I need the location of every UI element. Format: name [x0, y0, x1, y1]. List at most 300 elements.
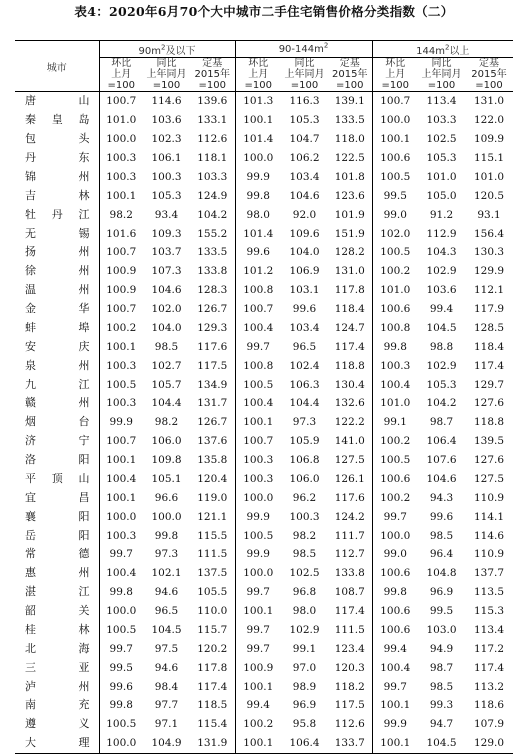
- city-name: 泉州: [15, 356, 99, 375]
- index-value: 101.0: [474, 170, 505, 183]
- index-value: 98.0: [292, 605, 317, 618]
- table-row: [15, 149, 513, 168]
- index-value: 112.1: [474, 284, 505, 297]
- sub-header-bottom: 上年同月=100: [284, 69, 325, 91]
- index-value: 100.7: [380, 95, 411, 108]
- index-value: 96.6: [154, 491, 179, 504]
- index-value: 101.3: [243, 95, 274, 108]
- index-value: 98.5: [429, 680, 454, 693]
- index-value: 96.5: [154, 605, 179, 618]
- city-name: 北海: [15, 639, 99, 658]
- city-name: 宜昌: [15, 488, 99, 507]
- index-value: 128.3: [190, 281, 235, 300]
- index-value: 101.9: [328, 205, 372, 224]
- index-value: 129.3: [190, 319, 235, 338]
- index-value: 130.4: [328, 375, 372, 394]
- index-value: 106.1: [151, 152, 182, 165]
- table-row: [15, 451, 513, 470]
- index-value: 100.1: [380, 737, 411, 750]
- index-value: 100.3: [380, 359, 411, 372]
- city-name: 赣州: [15, 394, 99, 413]
- index-value: 131.9: [190, 734, 235, 753]
- city-name: 蚌埠: [15, 319, 99, 338]
- sub-header-top: 环比: [248, 58, 269, 69]
- table-row: [15, 715, 513, 734]
- index-value: 105.0: [426, 189, 457, 202]
- index-value: 104.0: [289, 246, 320, 259]
- table-row: [15, 224, 513, 243]
- index-value: 100.3: [106, 152, 137, 165]
- index-value: 99.0: [383, 548, 407, 561]
- index-value: 120.4: [190, 470, 235, 489]
- index-value: 98.0: [246, 208, 270, 221]
- index-value: 111.5: [328, 621, 372, 640]
- index-value: 100.3: [106, 529, 137, 542]
- index-value: 100.0: [106, 510, 137, 523]
- index-value: 117.4: [190, 677, 235, 696]
- index-value: 96.9: [429, 586, 454, 599]
- index-value: 113.5: [474, 586, 505, 599]
- city-name: 岳阳: [15, 526, 99, 545]
- index-value: 103.1: [289, 284, 320, 297]
- index-value: 115.3: [474, 605, 505, 618]
- index-value: 100.7: [106, 303, 137, 316]
- index-value: 109.9: [474, 133, 505, 146]
- city-name: 襄阳: [15, 507, 99, 526]
- index-value: 100.0: [243, 491, 274, 504]
- table-row: [15, 488, 513, 507]
- index-value: 117.6: [328, 488, 372, 507]
- index-value: 126.7: [190, 300, 235, 319]
- index-value: 101.4: [243, 227, 274, 240]
- index-value: 156.4: [474, 227, 505, 240]
- index-value: 97.3: [292, 416, 317, 429]
- index-value: 105.9: [289, 435, 320, 448]
- index-value: 101.0: [426, 170, 457, 183]
- index-value: 117.2: [474, 642, 505, 655]
- index-value: 100.7: [106, 435, 137, 448]
- index-value: 99.6: [292, 303, 317, 316]
- index-value: 99.7: [109, 548, 133, 561]
- index-value: 133.5: [328, 111, 372, 130]
- index-value: 99.8: [154, 529, 179, 542]
- index-value: 99.1: [383, 416, 407, 429]
- index-value: 122.2: [328, 413, 372, 432]
- index-value: 115.7: [190, 621, 235, 640]
- index-value: 105.1: [151, 472, 182, 485]
- index-value: 99.9: [246, 170, 270, 183]
- index-value: 103.4: [289, 321, 320, 334]
- index-value: 99.6: [429, 510, 454, 523]
- index-value: 100.0: [151, 510, 182, 523]
- table-row: [15, 111, 513, 130]
- index-value: 117.5: [328, 696, 372, 715]
- sub-header-base: [190, 58, 235, 92]
- index-value: 118.4: [474, 340, 505, 353]
- index-value: 100.2: [380, 265, 411, 278]
- index-value: 99.4: [383, 642, 407, 655]
- index-value: 101.0: [106, 114, 137, 127]
- city-name: 丹东: [15, 149, 99, 168]
- index-value: 93.4: [154, 208, 179, 221]
- index-value: 105.3: [289, 114, 320, 127]
- city-name: 泸州: [15, 677, 99, 696]
- index-value: 141.0: [328, 432, 372, 451]
- index-value: 106.3: [289, 378, 320, 391]
- city-name: 安庆: [15, 337, 99, 356]
- index-value: 100.7: [106, 95, 137, 108]
- index-value: 100.7: [243, 303, 274, 316]
- index-value: 97.0: [292, 661, 317, 674]
- city-name: 吉林: [15, 186, 99, 205]
- index-value: 100.5: [106, 623, 137, 636]
- index-value: 103.6: [151, 114, 182, 127]
- index-value: 97.1: [154, 718, 179, 731]
- city-name: 金华: [15, 300, 99, 319]
- index-value: 151.9: [328, 224, 372, 243]
- index-value: 112.7: [328, 545, 372, 564]
- city-name: 遵义: [15, 715, 99, 734]
- index-value: 100.3: [151, 170, 182, 183]
- index-value: 118.8: [328, 356, 372, 375]
- index-value: 94.9: [429, 642, 454, 655]
- sub-header-top: 同比: [294, 58, 315, 69]
- index-value: 117.4: [474, 359, 505, 372]
- index-value: 96.9: [292, 699, 317, 712]
- city-name: 常德: [15, 545, 99, 564]
- index-value: 112.6: [328, 715, 372, 734]
- index-value: 104.5: [151, 623, 182, 636]
- index-value: 110.9: [474, 491, 505, 504]
- index-value: 104.3: [426, 246, 457, 259]
- index-value: 123.6: [328, 186, 372, 205]
- index-value: 100.0: [243, 152, 274, 165]
- index-value: 100.5: [106, 718, 137, 731]
- sub-header-top: 同比: [431, 58, 452, 69]
- index-value: 99.8: [109, 586, 133, 599]
- index-value: 105.3: [426, 378, 457, 391]
- index-value: 107.9: [474, 718, 505, 731]
- index-value: 113.2: [474, 680, 505, 693]
- index-value: 133.5: [190, 243, 235, 262]
- table-row: [15, 677, 513, 696]
- table-row: [15, 168, 513, 187]
- index-value: 104.6: [426, 472, 457, 485]
- index-value: 105.3: [426, 152, 457, 165]
- index-value: 100.8: [243, 284, 274, 297]
- city-name: 桂林: [15, 621, 99, 640]
- index-value: 98.2: [154, 416, 179, 429]
- index-value: 107.6: [426, 454, 457, 467]
- table-row: [15, 356, 513, 375]
- sub-header-bottom: 上月=100: [244, 69, 272, 91]
- table-row: [15, 696, 513, 715]
- table-row: [15, 243, 513, 262]
- table-row: [15, 526, 513, 545]
- index-value: 117.8: [328, 281, 372, 300]
- index-value: 129.9: [474, 265, 505, 278]
- index-value: 120.5: [474, 189, 505, 202]
- index-value: 104.8: [426, 567, 457, 580]
- index-value: 100.0: [380, 114, 411, 127]
- index-value: 94.7: [429, 718, 454, 731]
- index-value: 100.4: [380, 661, 411, 674]
- index-value: 98.9: [292, 680, 317, 693]
- table-row: [15, 375, 513, 394]
- table-row: [15, 394, 513, 413]
- index-value: 94.6: [154, 586, 179, 599]
- index-value: 99.8: [383, 340, 407, 353]
- index-value: 106.0: [289, 472, 320, 485]
- index-value: 100.0: [106, 133, 137, 146]
- index-value: 128.2: [328, 243, 372, 262]
- index-value: 99.5: [429, 605, 454, 618]
- table-row: [15, 545, 513, 564]
- table-row: [15, 319, 513, 338]
- index-value: 109.6: [289, 227, 320, 240]
- index-value: 96.8: [292, 586, 317, 599]
- index-value: 102.7: [151, 359, 182, 372]
- city-name: 无锡: [15, 224, 99, 243]
- index-value: 102.3: [151, 133, 182, 146]
- index-value: 104.4: [289, 397, 320, 410]
- index-value: 100.9: [106, 284, 137, 297]
- index-value: 118.4: [328, 300, 372, 319]
- index-value: 102.5: [289, 567, 320, 580]
- index-value: 102.0: [151, 303, 182, 316]
- index-value: 127.6: [474, 454, 505, 467]
- table-row: [15, 205, 513, 224]
- index-value: 118.6: [474, 699, 505, 712]
- sub-header-bottom: 2015年=100: [194, 69, 230, 91]
- index-value: 135.8: [190, 451, 235, 470]
- index-value: 99.7: [246, 586, 270, 599]
- index-value: 100.3: [243, 472, 274, 485]
- index-value: 100.4: [243, 321, 274, 334]
- sub-header-yoy: [418, 58, 465, 92]
- table-row: [15, 281, 513, 300]
- index-value: 137.5: [190, 564, 235, 583]
- table-row: [15, 658, 513, 677]
- index-value: 120.2: [190, 639, 235, 658]
- index-value: 100.6: [380, 623, 411, 636]
- index-value: 104.2: [426, 397, 457, 410]
- city-name: 大理: [15, 734, 99, 753]
- index-value: 139.6: [190, 92, 235, 111]
- city-name: 三亚: [15, 658, 99, 677]
- table-row: [15, 583, 513, 602]
- index-value: 134.9: [190, 375, 235, 394]
- sub-header-top: 定基: [202, 58, 223, 69]
- index-value: 112.6: [190, 130, 235, 149]
- index-value: 99.6: [109, 680, 133, 693]
- index-value: 118.8: [474, 416, 505, 429]
- index-value: 122.0: [474, 114, 505, 127]
- index-value: 100.4: [243, 397, 274, 410]
- index-value: 101.8: [328, 168, 372, 187]
- index-value: 100.2: [380, 491, 411, 504]
- city-name: 九江: [15, 375, 99, 394]
- index-value: 100.2: [243, 718, 274, 731]
- index-value: 98.2: [109, 208, 133, 221]
- index-value: 102.0: [380, 227, 411, 240]
- index-value: 99.7: [246, 642, 270, 655]
- index-value: 117.8: [190, 658, 235, 677]
- index-value: 133.1: [190, 111, 235, 130]
- index-value: 117.4: [474, 661, 505, 674]
- index-value: 100.1: [380, 133, 411, 146]
- index-value: 109.3: [151, 227, 182, 240]
- index-value: 100.2: [106, 321, 137, 334]
- index-value: 137.7: [474, 567, 505, 580]
- index-value: 98.7: [429, 416, 454, 429]
- index-value: 98.8: [429, 340, 454, 353]
- index-value: 106.0: [151, 435, 182, 448]
- table-row: [15, 639, 513, 658]
- index-value: 131.0: [474, 95, 505, 108]
- city-name: 洛阳: [15, 451, 99, 470]
- sub-header-bottom: 上月=100: [107, 69, 135, 91]
- index-value: 101.4: [243, 133, 274, 146]
- index-value: 106.4: [289, 737, 320, 750]
- index-value: 99.9: [109, 416, 133, 429]
- index-value: 104.7: [289, 133, 320, 146]
- index-value: 102.9: [289, 623, 320, 636]
- table-title: 表4：2020年6月70个大中城市二手住宅销售价格分类指数（二）: [74, 4, 454, 19]
- index-value: 124.9: [190, 186, 235, 205]
- index-value: 100.0: [106, 737, 137, 750]
- index-value: 102.9: [426, 359, 457, 372]
- index-value: 100.5: [380, 454, 411, 467]
- city-name: 唐山: [15, 92, 99, 111]
- index-value: 99.7: [246, 340, 270, 353]
- index-value: 100.5: [106, 378, 137, 391]
- index-value: 94.6: [154, 661, 179, 674]
- index-value: 100.6: [380, 472, 411, 485]
- index-value: 98.7: [429, 661, 454, 674]
- index-value: 104.6: [289, 189, 320, 202]
- index-value: 128.5: [474, 321, 505, 334]
- index-value: 100.3: [106, 397, 137, 410]
- index-value: 129.7: [474, 378, 505, 391]
- group-header-small: $90m^2$及以下: [99, 41, 235, 58]
- sub-header-bottom: 上月=100: [381, 69, 409, 91]
- index-value: 100.7: [106, 246, 137, 259]
- index-value: 97.5: [154, 642, 179, 655]
- sub-header-top: 环比: [385, 58, 406, 69]
- index-value: 109.8: [151, 454, 182, 467]
- index-value: 99.4: [246, 699, 270, 712]
- index-value: 101.0: [380, 397, 411, 410]
- index-value: 120.3: [328, 658, 372, 677]
- index-value: 104.9: [151, 737, 182, 750]
- index-value: 117.6: [190, 337, 235, 356]
- index-value: 103.3: [190, 168, 235, 187]
- index-value: 100.3: [106, 170, 137, 183]
- index-value: 104.6: [151, 284, 182, 297]
- index-value: 117.9: [474, 303, 505, 316]
- index-value: 100.0: [243, 567, 274, 580]
- sub-header-top: 定基: [479, 58, 500, 69]
- index-value: 100.0: [380, 529, 411, 542]
- index-value: 115.5: [190, 526, 235, 545]
- index-value: 116.3: [289, 95, 320, 108]
- table-row: [15, 470, 513, 489]
- index-value: 102.1: [151, 567, 182, 580]
- index-value: 100.5: [380, 246, 411, 259]
- index-value: 103.4: [289, 170, 320, 183]
- index-value: 114.6: [474, 529, 505, 542]
- index-value: 99.6: [246, 246, 270, 259]
- index-value: 100.3: [289, 510, 320, 523]
- index-value: 133.8: [328, 564, 372, 583]
- table-row: [15, 413, 513, 432]
- city-name: 平顶山: [15, 470, 99, 489]
- index-value: 110.9: [474, 548, 505, 561]
- index-value: 100.1: [243, 737, 274, 750]
- index-value: 98.5: [154, 340, 179, 353]
- index-value: 99.9: [246, 548, 270, 561]
- index-value: 99.9: [246, 510, 270, 523]
- index-value: 103.7: [151, 246, 182, 259]
- index-value: 100.9: [106, 265, 137, 278]
- index-value: 99.8: [109, 699, 133, 712]
- index-value: 106.2: [289, 152, 320, 165]
- index-value: 103.0: [426, 623, 457, 636]
- index-value: 100.0: [106, 605, 137, 618]
- index-value: 97.3: [154, 548, 179, 561]
- index-value: 131.0: [328, 262, 372, 281]
- index-value: 111.5: [190, 545, 235, 564]
- index-value: 100.1: [243, 680, 274, 693]
- index-value: 118.2: [328, 677, 372, 696]
- index-value: 98.5: [429, 529, 454, 542]
- index-value: 102.5: [426, 133, 457, 146]
- index-value: 100.1: [106, 340, 137, 353]
- index-value: 100.1: [106, 189, 137, 202]
- index-value: 102.9: [426, 265, 457, 278]
- table-row: [15, 734, 513, 753]
- index-value: 97.7: [154, 699, 179, 712]
- index-value: 124.7: [328, 319, 372, 338]
- index-value: 113.4: [426, 95, 457, 108]
- index-value: 106.9: [289, 265, 320, 278]
- index-value: 99.4: [429, 303, 454, 316]
- index-value: 96.5: [292, 340, 317, 353]
- index-value: 118.1: [190, 149, 235, 168]
- index-value: 100.1: [106, 491, 137, 504]
- index-value: 100.4: [106, 567, 137, 580]
- index-value: 100.7: [243, 435, 274, 448]
- sub-header-yoy: [143, 58, 190, 92]
- index-value: 111.7: [328, 526, 372, 545]
- index-value: 126.1: [328, 470, 372, 489]
- index-value: 99.7: [383, 680, 407, 693]
- index-value: 130.3: [474, 246, 505, 259]
- index-value: 99.7: [246, 623, 270, 636]
- city-name: 秦皇岛: [15, 111, 99, 130]
- city-name: 惠州: [15, 564, 99, 583]
- index-value: 104.0: [151, 321, 182, 334]
- index-value: 139.5: [474, 435, 505, 448]
- sub-header-top: 同比: [156, 58, 177, 69]
- index-value: 98.4: [154, 680, 179, 693]
- index-value: 99.8: [383, 586, 407, 599]
- sub-header-bottom: 上年同月=100: [421, 69, 462, 91]
- index-value: 100.4: [106, 472, 137, 485]
- city-name: 牡丹江: [15, 205, 99, 224]
- sub-header-top: 定基: [339, 58, 360, 69]
